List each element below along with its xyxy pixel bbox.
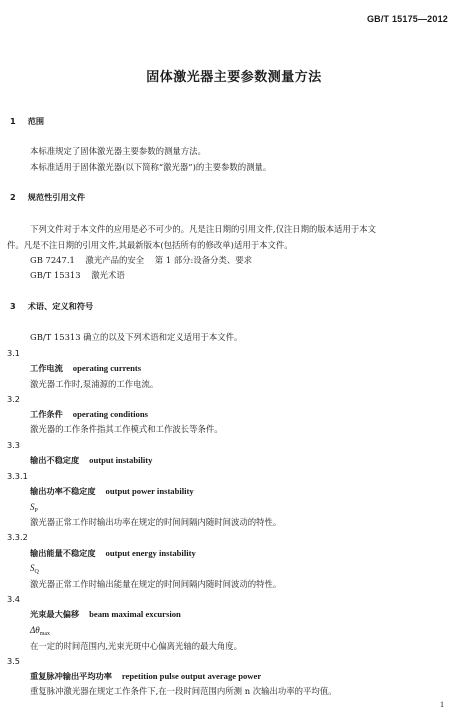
standard-code: GB/T 15175—2012 [366,14,448,24]
term-entry [30,548,196,559]
term-english: repetition pulse output average power [121,671,262,681]
clause-number: 3.3.2 [7,532,28,542]
clause-number: 3.4 [7,594,21,604]
term-chinese: 重复脉冲输出平均功率 [30,671,112,681]
paragraph: GB/T 15313 确立的以及下列术语和定义适用于本文件。 [30,332,243,342]
term-symbol [30,502,38,517]
term-entry [30,363,141,374]
normative-reference: GB 7247.1 激光产品的安全 第 1 部分:设备分类、要求 [30,255,252,265]
section-number: 2 [10,192,16,202]
symbol-subscript: P [34,508,38,514]
symbol-main: S [30,502,35,512]
term-entry [30,409,148,420]
section-title: 范围 [27,116,45,126]
term-symbol [30,625,50,640]
document-title: 固体激光器主要参数测量方法 [146,70,322,85]
normative-reference: GB/T 15313 激光术语 [30,270,125,280]
paragraph: 件。凡是不注日期的引用文件,其最新版本(包括所有的修改单)适用于本文件。 [7,240,293,250]
term-definition: 在一定的时间范围内,光束光斑中心偏离光轴的最大角度。 [30,641,243,651]
clause-number: 3.3 [7,440,21,450]
term-definition: 激光器工作时,泵浦源的工作电流。 [30,379,159,389]
term-entry [30,671,261,682]
section-3-heading [10,301,93,312]
term-english: operating conditions [72,409,148,419]
term-definition: 重复脉冲激光器在规定工作条件下,在一段时间范围内所测 n 次输出功率的平均值。 [30,686,337,696]
section-number: 3 [10,301,16,311]
section-1-heading [10,116,44,127]
term-chinese: 输出功率不稳定度 [30,486,96,496]
term-definition: 激光器的工作条件指其工作模式和工作波长等条件。 [30,424,223,434]
symbol-main: S [30,563,35,573]
term-chinese: 输出不稳定度 [30,455,80,465]
term-symbol [30,563,39,578]
term-english: output power instability [105,486,194,496]
term-entry [30,609,181,620]
section-title: 术语、定义和符号 [27,301,94,311]
term-chinese: 光束最大偏移 [30,609,80,619]
symbol-subscript: Q [34,569,39,575]
term-english: operating currents [72,363,142,373]
section-2-heading [10,192,85,203]
paragraph: 下列文件对于本文件的应用是必不可少的。凡是注日期的引用文件,仅注日期的版本适用于本文 [30,224,377,234]
clause-number: 3.2 [7,394,21,404]
term-definition: 激光器正常工作时输出功率在规定的时间间隔内随时间波动的特性。 [30,517,282,527]
paragraph: 本标准适用于固体激光器(以下简称“激光器”)的主要参数的测量。 [30,162,272,172]
page-number: 1 [440,700,444,709]
section-number: 1 [10,116,16,126]
term-entry [30,455,152,466]
term-english: output energy instability [105,548,196,558]
term-definition: 激光器正常工作时输出能量在规定的时间间隔内随时间波动的特性。 [30,579,282,589]
paragraph: 本标准规定了固体激光器主要参数的测量方法。 [30,146,206,156]
term-chinese: 工作条件 [30,409,63,419]
term-chinese: 工作电流 [30,363,63,373]
clause-number: 3.1 [7,348,21,358]
symbol-subscript: max [39,631,51,637]
clause-number: 3.5 [7,656,21,666]
term-entry [30,486,194,497]
clause-number: 3.3.1 [7,471,28,481]
section-title: 规范性引用文件 [27,192,86,202]
term-english: output instability [89,455,153,465]
term-chinese: 输出能量不稳定度 [30,548,96,558]
symbol-main: Δθ [30,625,40,635]
term-english: beam maximal excursion [89,609,181,619]
